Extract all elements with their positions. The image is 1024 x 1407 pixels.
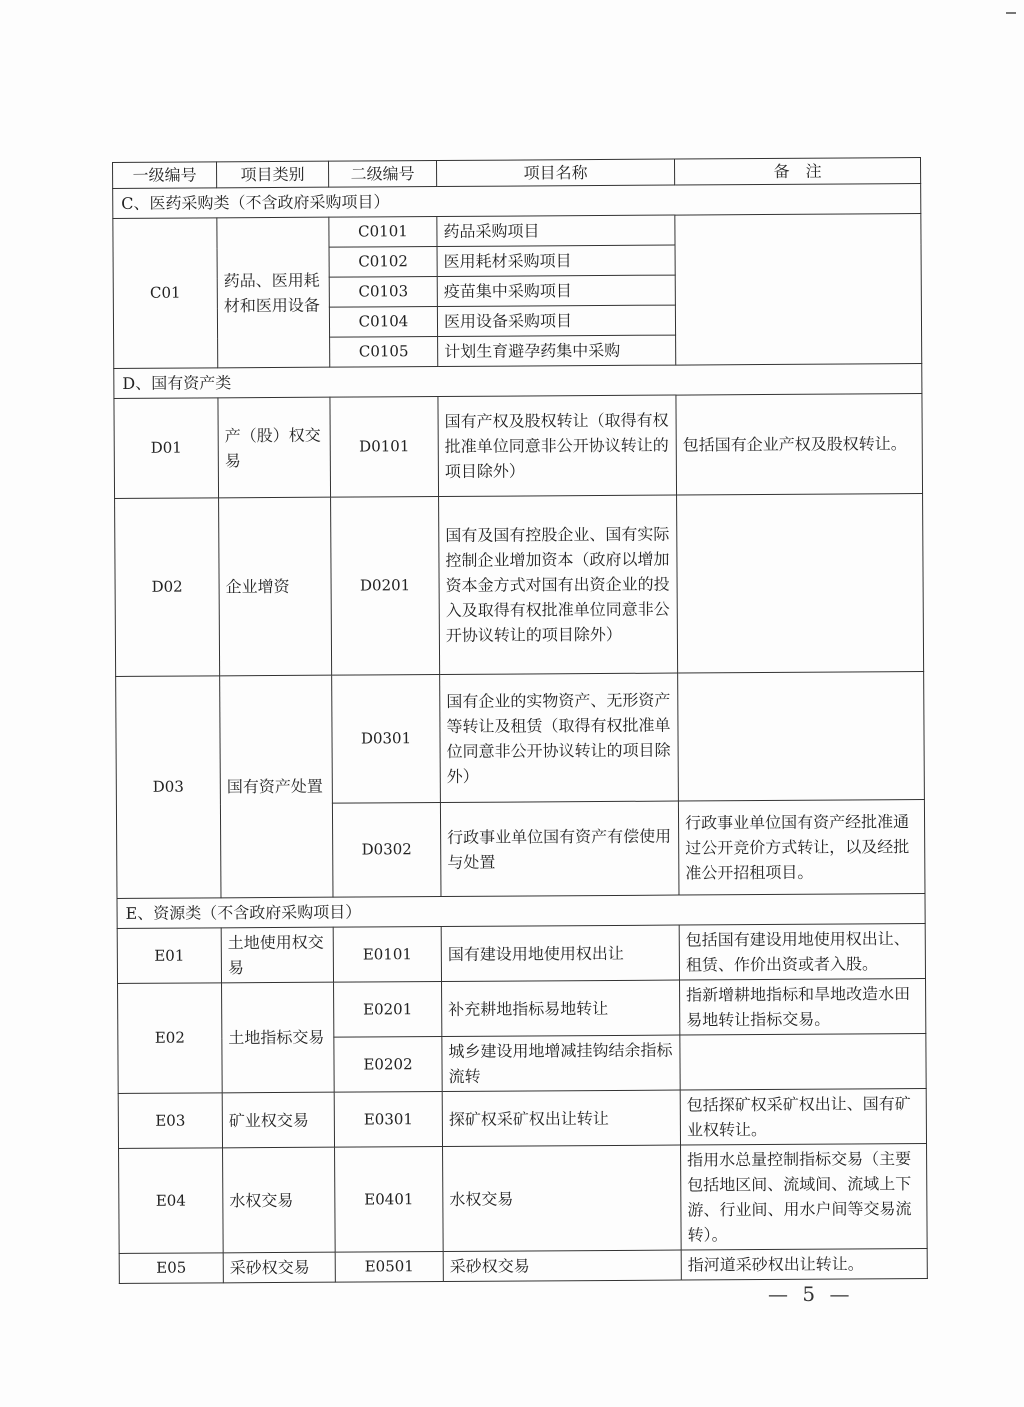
project-name: 补充耕地指标易地转让 — [442, 980, 680, 1036]
project-name: 国有及国有控股企业、国有实际控制企业增加资本（政府以增加资本金方式对国有出资企业的投入及取得有权批准单位同意非公开协议转让的项目除外） — [439, 495, 678, 674]
table-row — [119, 1144, 928, 1254]
category-d01: 产（股）权交易 — [218, 397, 331, 498]
remarks: 包括国有企业产权及股权转让。 — [676, 394, 923, 496]
section-title-d: D、国有资产类 — [114, 364, 922, 399]
table-row — [116, 672, 925, 805]
level2-code: C0101 — [329, 217, 437, 248]
header-project-name: 项目名称 — [436, 159, 674, 186]
category-e01: 土地使用权交易 — [221, 927, 333, 983]
section-title-c: C、医药采购类（不含政府采购项目） — [113, 184, 921, 219]
category-e02: 土地指标交易 — [222, 982, 335, 1093]
category-d03: 国有资产处置 — [220, 675, 333, 898]
level1-code-e03: E03 — [118, 1093, 222, 1149]
header-category: 项目类别 — [217, 161, 329, 188]
project-name: 采砂权交易 — [443, 1250, 681, 1281]
level1-code-e01: E01 — [117, 928, 221, 984]
level2-code: D0301 — [332, 675, 441, 804]
table-row — [118, 979, 926, 1039]
project-name: 城乡建设用地增减挂钩结余指标流转 — [442, 1035, 680, 1091]
table-row — [113, 214, 921, 249]
level2-code: C0105 — [330, 337, 438, 368]
level2-code: D0302 — [332, 803, 441, 898]
level2-code: C0102 — [329, 247, 437, 278]
level1-code-d02: D02 — [115, 498, 220, 677]
level2-code: E0202 — [334, 1037, 442, 1093]
level1-code-e04: E04 — [119, 1148, 224, 1254]
level2-code: D0101 — [330, 397, 439, 498]
table-row — [114, 394, 923, 499]
project-name: 国有产权及股权转让（取得有权批准单位同意非公开协议转让的项目除外） — [438, 395, 677, 496]
level2-code: D0201 — [331, 497, 440, 676]
remarks: 指河道采砂权出让转让。 — [681, 1249, 927, 1281]
remarks: 指用水总量控制指标交易（主要包括地区间、流域间、流域上下游、行业间、用水户间等交易流转）。 — [681, 1144, 928, 1251]
project-name: 探矿权采矿权出让转让 — [442, 1090, 680, 1146]
project-name: 疫苗集中采购项目 — [437, 275, 675, 306]
remarks — [680, 1034, 926, 1091]
level2-code: E0101 — [333, 927, 441, 983]
remarks: 行政事业单位国有资产经批准通过公开竞价方式转让，以及经批准公开招租项目。 — [678, 800, 925, 896]
section-row-c — [113, 184, 921, 219]
section-title-e: E、资源类（不含政府采购项目） — [117, 894, 925, 929]
category-e04: 水权交易 — [223, 1147, 336, 1253]
project-catalog-table — [112, 157, 928, 1284]
project-name: 国有企业的实物资产、无形资产等转让及租赁（取得有权批准单位同意非公开协议转让的项目除外） — [440, 673, 679, 802]
category-e05: 采砂权交易 — [223, 1252, 335, 1283]
level1-code-d01: D01 — [114, 398, 219, 499]
section-row-d — [114, 364, 922, 399]
level1-code-c01: C01 — [113, 218, 218, 369]
project-name: 医用设备采购项目 — [437, 305, 675, 336]
project-name: 计划生育避孕药集中采购 — [438, 335, 676, 366]
level2-code: C0103 — [329, 277, 437, 308]
header-level2-code: 二级编号 — [328, 161, 436, 188]
corner-mark — [1006, 12, 1016, 14]
level2-code: C0104 — [329, 307, 437, 338]
project-name: 药品采购项目 — [437, 215, 675, 246]
level1-code-d03: D03 — [116, 676, 221, 899]
category-d02: 企业增资 — [219, 497, 332, 676]
remarks: 包括国有建设用地使用权出让、租赁、作价出资或者入股。 — [679, 924, 925, 981]
table-row — [115, 494, 924, 677]
remarks — [678, 672, 925, 802]
level1-code-e05: E05 — [119, 1253, 223, 1284]
level2-code: E0201 — [334, 982, 442, 1038]
remarks — [677, 494, 924, 673]
remarks: 指新增耕地指标和旱地改造水田易地转让指标交易。 — [680, 979, 926, 1036]
category-e03: 矿业权交易 — [222, 1092, 334, 1148]
header-remarks: 备 注 — [674, 158, 920, 186]
table-row — [119, 1249, 927, 1284]
project-name: 水权交易 — [443, 1145, 682, 1251]
page-number: — 5 — — [768, 1282, 854, 1306]
project-catalog-table-wrapper — [112, 157, 927, 1284]
project-name: 医用耗材采购项目 — [437, 245, 675, 276]
project-name: 行政事业单位国有资产有偿使用与处置 — [440, 801, 679, 896]
remarks: 包括探矿权采矿权出让、国有矿业权转让。 — [680, 1089, 926, 1146]
section-row-e — [117, 894, 925, 929]
remarks-c01 — [675, 214, 922, 365]
category-c01: 药品、医用耗材和医用设备 — [217, 217, 330, 368]
table-row — [117, 924, 925, 984]
header-level1-code: 一级编号 — [113, 162, 217, 189]
level1-code-e02: E02 — [118, 983, 223, 1094]
level2-code: E0301 — [334, 1092, 442, 1148]
project-name: 国有建设用地使用权出让 — [441, 925, 679, 981]
level2-code: E0501 — [335, 1251, 443, 1282]
table-row — [118, 1089, 926, 1149]
level2-code: E0401 — [335, 1146, 444, 1252]
